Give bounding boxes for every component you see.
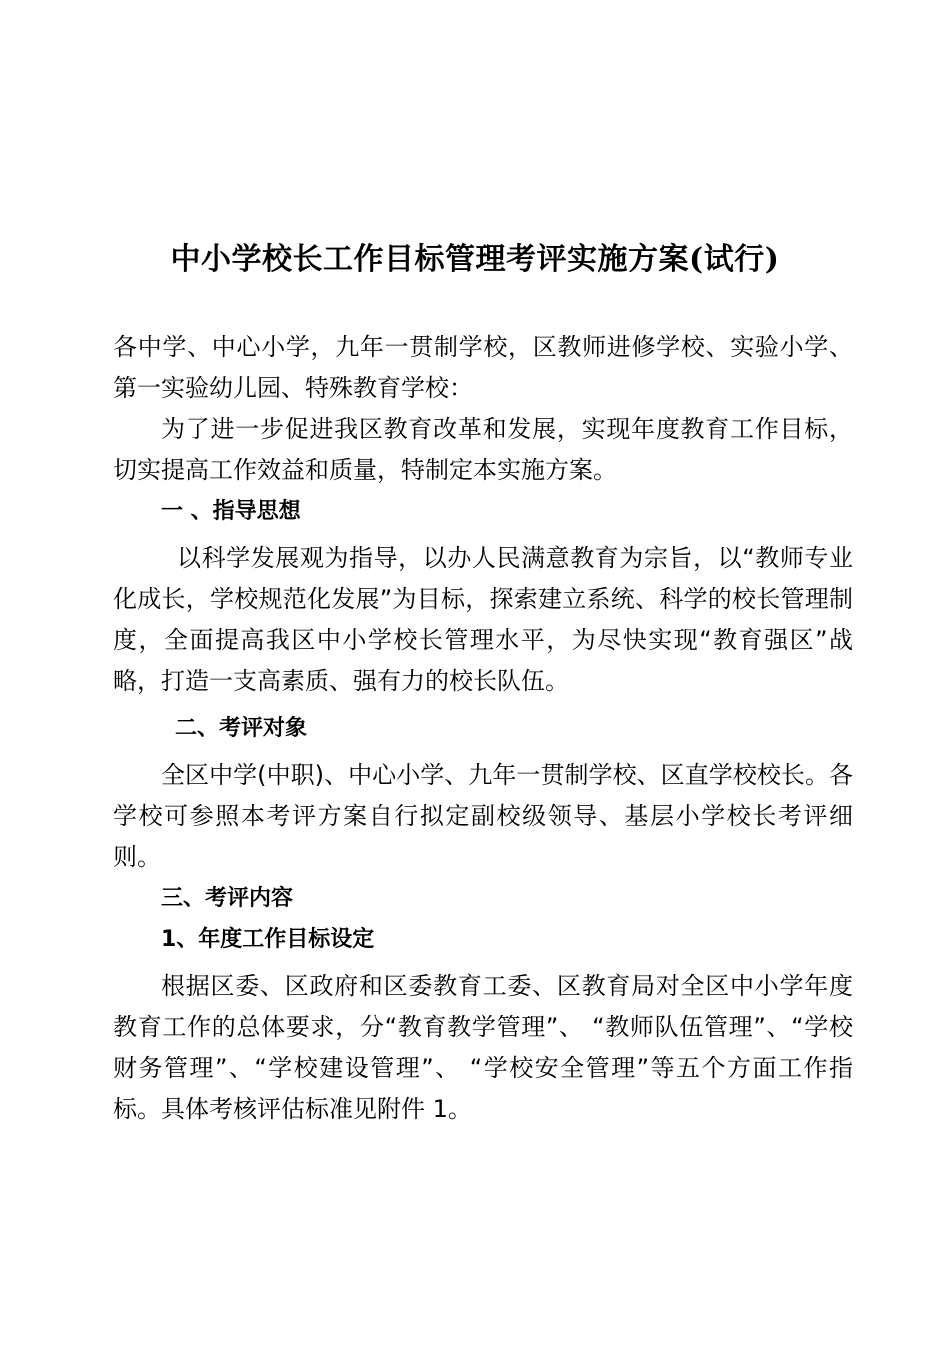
addressee-paragraph: 各中学、中心小学，九年一贯制学校，区教师进修学校、实验小学、第一实验幼儿园、特殊教育学校：: [113, 333, 853, 402]
subsection-heading-annual-goals: 1、年度工作目标设定: [161, 927, 375, 952]
section-heading-evaluation-targets: 二、考评对象: [175, 716, 308, 741]
section-text-guiding-ideology: 以科学发展观为指导，以办人民满意教育为宗旨，以“教师专业化成长，学校规范化发展”为目标，探索建立系统、科学的校长管理制度，全面提高我区中小学校长管理水平，为尽快实现“教育强区”战略，打造一支高素质、强有力的校长队伍。: [113, 544, 853, 695]
section-heading-evaluation-content: 三、考评内容: [161, 886, 294, 911]
document-body: [113, 327, 853, 1130]
section-text-evaluation-content: 根据区委、区政府和区委教育工委、区教育局对全区中小学年度教育工作的总体要求，分“教育教学管理”、 “教师队伍管理”、“学校财务管理”、“学校建设管理”、 “学校安全管理”等五个方面工作指标。具体考核评估标准见附件 1。: [113, 972, 853, 1123]
document-title: 中小学校长工作目标管理考评实施方案(试行): [170, 242, 780, 277]
section-text-evaluation-targets: 全区中学(中职)、中心小学、九年一贯制学校、区直学校校长。各学校可参照本考评方案自行拟定副校级领导、基层小学校长考评细则。: [113, 761, 853, 871]
section-heading-guiding-ideology: 一 、指导思想: [161, 499, 301, 524]
intro-paragraph: 为了进一步促进我区教育改革和发展，实现年度教育工作目标，切实提高工作效益和质量，特制定本实施方案。: [113, 415, 853, 484]
